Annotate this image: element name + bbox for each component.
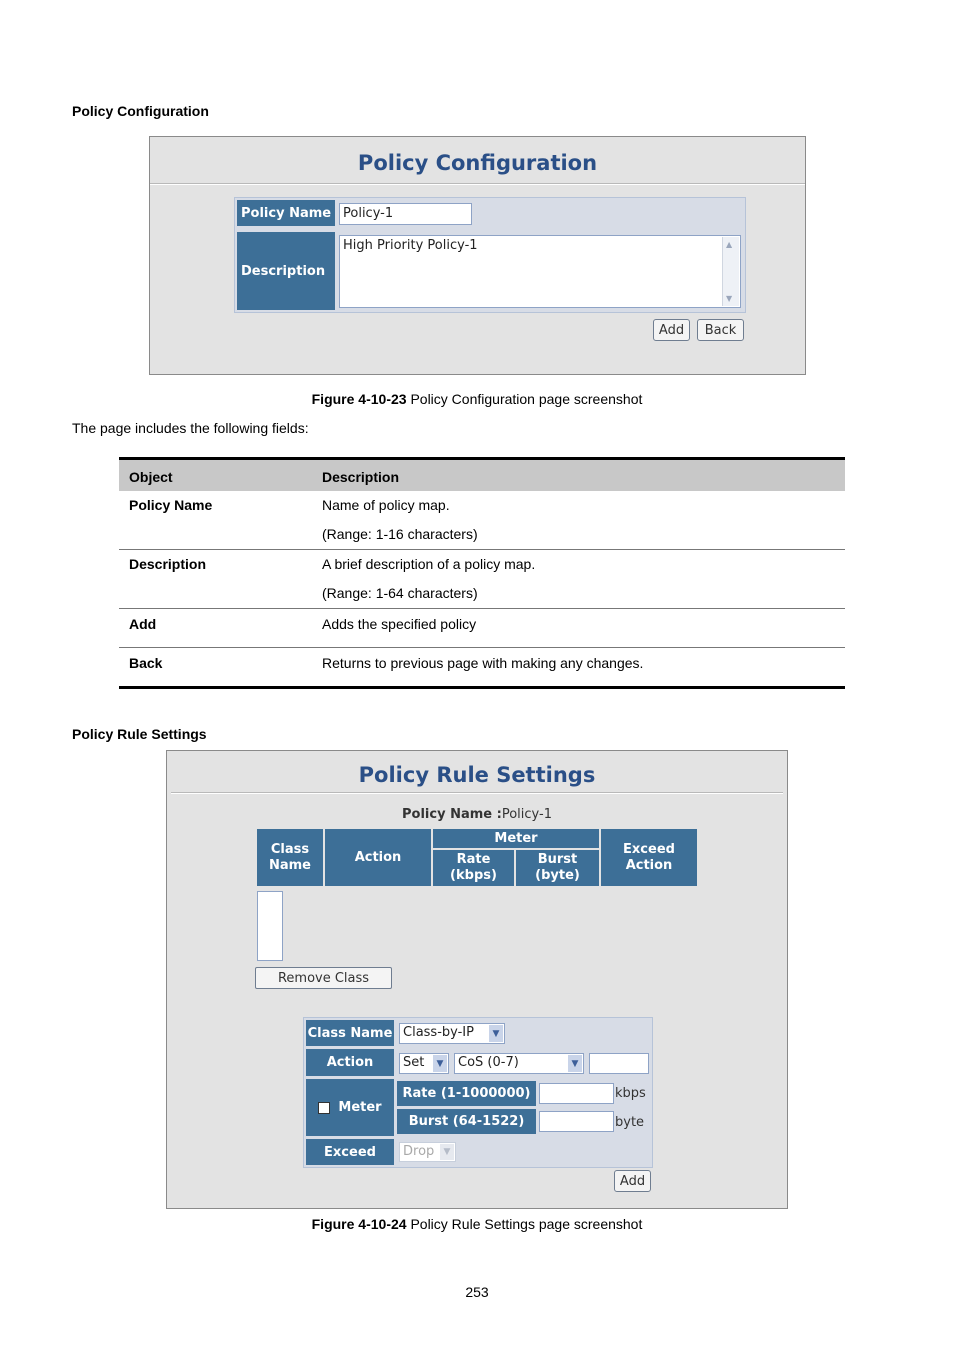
policy-name-input[interactable]: Policy-1 [339, 203, 472, 225]
panel-title: Policy Rule Settings [358, 763, 596, 787]
chevron-down-icon: ▼ [440, 1144, 454, 1160]
table-row [119, 609, 845, 648]
chevron-down-icon: ▼ [433, 1055, 447, 1072]
panel-title: Policy Configuration [357, 151, 598, 175]
rate-input[interactable] [539, 1083, 614, 1104]
action-type-select[interactable] [454, 1053, 584, 1074]
back-button[interactable]: Back [697, 319, 744, 341]
header-object: Object [129, 469, 173, 485]
figure-text: Policy Configuration page screenshot [406, 391, 643, 407]
add-button[interactable]: Add [653, 319, 690, 341]
figure-caption-1 [0, 391, 954, 407]
row-description-range: (Range: 1-16 characters) [322, 526, 478, 542]
add-rule-button[interactable]: Add [614, 1170, 651, 1192]
remove-class-button[interactable]: Remove Class [255, 967, 392, 989]
policy-name-label: Policy Name : [402, 807, 502, 822]
row-description: Adds the specified policy [322, 616, 477, 632]
col-action: Action [325, 829, 431, 886]
table-bottom-rule [119, 686, 845, 689]
meter-label: Meter [338, 1100, 382, 1115]
action-label: Action [306, 1049, 394, 1076]
rate-unit: kbps [615, 1086, 646, 1101]
action-value: Set [403, 1055, 425, 1070]
scroll-up-icon[interactable]: ▲ [726, 240, 733, 249]
description-textarea[interactable] [339, 235, 741, 308]
col-rate: Rate (kbps) [433, 850, 514, 886]
title-divider [171, 792, 783, 794]
policy-name-value: Policy-1 [501, 807, 552, 822]
section-title-policy-configuration: Policy Configuration [72, 103, 209, 119]
action-select[interactable] [399, 1053, 449, 1074]
title-divider [150, 183, 805, 185]
policy-name-line [167, 807, 787, 822]
policy-configuration-screenshot [149, 136, 806, 375]
col-meter: Meter [433, 829, 599, 848]
fields-table [119, 457, 845, 689]
burst-input[interactable] [539, 1111, 614, 1132]
row-object: Add [129, 616, 157, 632]
policy-rule-settings-screenshot [166, 750, 788, 1209]
textarea-scrollbar[interactable] [722, 237, 739, 306]
table-row [119, 550, 845, 609]
header-description: Description [322, 469, 400, 485]
class-name-select[interactable] [399, 1023, 505, 1044]
rate-label: Rate (1-1000000) [397, 1081, 536, 1106]
col-class-name: Class Name [257, 829, 323, 886]
action-type-value: CoS (0-7) [458, 1055, 519, 1070]
row-object: Policy Name [129, 497, 213, 513]
row-object: Back [129, 655, 163, 671]
figure-number: Figure 4-10-24 [311, 1216, 407, 1232]
row-description: A brief description of a policy map. [322, 556, 536, 572]
row-object: Description [129, 556, 207, 572]
exceed-label: Exceed [306, 1139, 394, 1165]
section-title-policy-rule-settings: Policy Rule Settings [72, 726, 207, 742]
page-number: 253 [465, 1284, 489, 1300]
class-name-value: Class-by-IP [403, 1025, 474, 1040]
table-row [119, 648, 845, 686]
col-exceed-action: Exceed Action [601, 829, 697, 886]
col-burst: Burst (byte) [516, 850, 599, 886]
chevron-down-icon: ▼ [568, 1055, 582, 1072]
burst-label: Burst (64-1522) [397, 1109, 536, 1134]
action-value-input[interactable] [589, 1053, 649, 1074]
class-name-label: Class Name [306, 1020, 394, 1046]
meter-checkbox[interactable] [318, 1102, 330, 1114]
description-value: High Priority Policy-1 [343, 238, 478, 253]
policy-form [234, 197, 746, 313]
row-description: Returns to previous page with making any changes. [322, 655, 644, 671]
policy-name-label: Policy Name [237, 200, 335, 226]
description-label: Description [237, 232, 335, 310]
class-list[interactable] [257, 891, 283, 961]
table-header-row [119, 460, 845, 491]
table-row [119, 491, 845, 550]
figure-caption-2 [0, 1216, 954, 1232]
chevron-down-icon: ▼ [489, 1025, 503, 1042]
intro-paragraph: The page includes the following fields: [72, 420, 309, 436]
figure-number: Figure 4-10-23 [311, 391, 407, 407]
exceed-value: Drop [403, 1144, 435, 1159]
row-description-range: (Range: 1-64 characters) [322, 585, 478, 601]
exceed-select[interactable] [399, 1142, 456, 1162]
scroll-down-icon[interactable]: ▼ [726, 294, 733, 303]
rule-form [303, 1017, 653, 1168]
row-description: Name of policy map. [322, 497, 450, 513]
figure-text: Policy Rule Settings page screenshot [406, 1216, 643, 1232]
burst-unit: byte [615, 1115, 645, 1130]
meter-label-cell [306, 1079, 394, 1136]
